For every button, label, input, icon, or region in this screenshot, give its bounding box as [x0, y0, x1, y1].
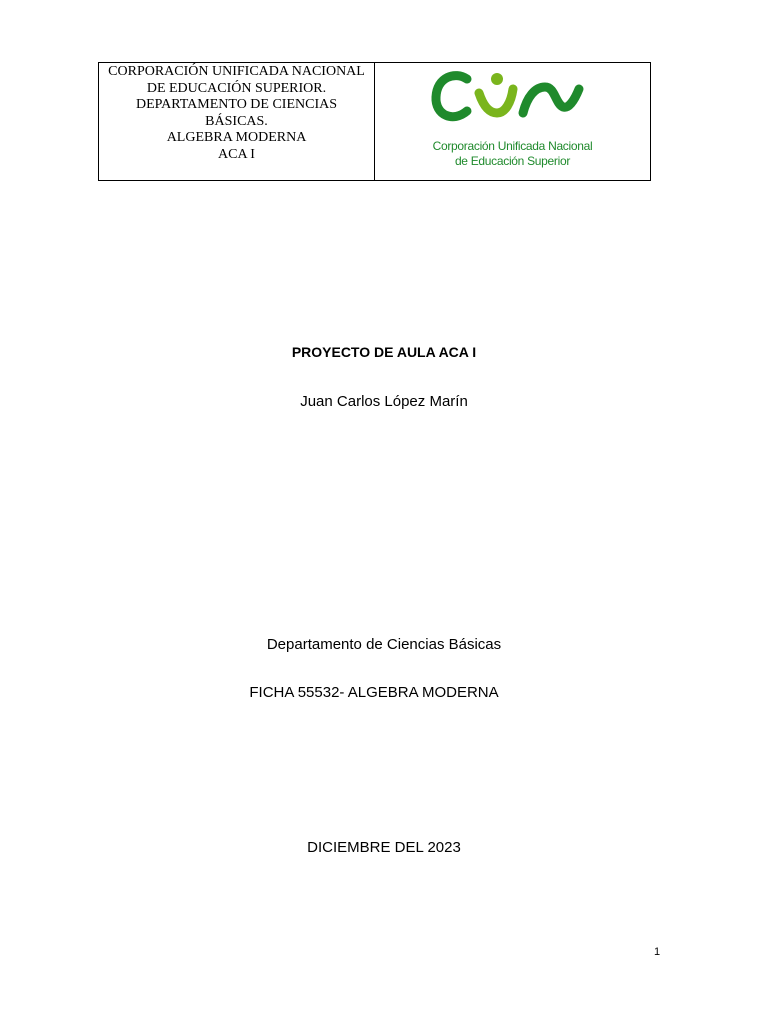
- institution-info: [99, 63, 375, 180]
- header-table: [98, 62, 651, 181]
- institution-line: ACA I: [218, 146, 255, 162]
- institution-line: ALGEBRA MODERNA: [166, 130, 307, 145]
- institution-line: DEPARTAMENTO DE CIENCIAS: [135, 97, 338, 112]
- institution-line: CORPORACIÓN UNIFICADA NACIONAL: [108, 64, 365, 79]
- institution-line: DE EDUCACIÓN SUPERIOR.: [146, 80, 327, 96]
- logo-text-line2: de Educación Superior: [454, 154, 571, 168]
- institution-line: BÁSICAS.: [205, 113, 268, 129]
- page-number: 1: [654, 946, 661, 958]
- logo-cell: [375, 63, 650, 180]
- cun-logo-icon: [431, 67, 591, 137]
- author-name: Juan Carlos López Marín: [300, 393, 468, 410]
- document-date: DICIEMBRE DEL 2023: [307, 839, 461, 856]
- department-name: Departamento de Ciencias Básicas: [266, 636, 502, 653]
- logo-text-line1: Corporación Unificada Nacional: [432, 139, 593, 153]
- document-title: PROYECTO DE AULA ACA I: [291, 344, 477, 360]
- ficha-line: FICHA 55532- ALGEBRA MODERNA: [249, 684, 499, 701]
